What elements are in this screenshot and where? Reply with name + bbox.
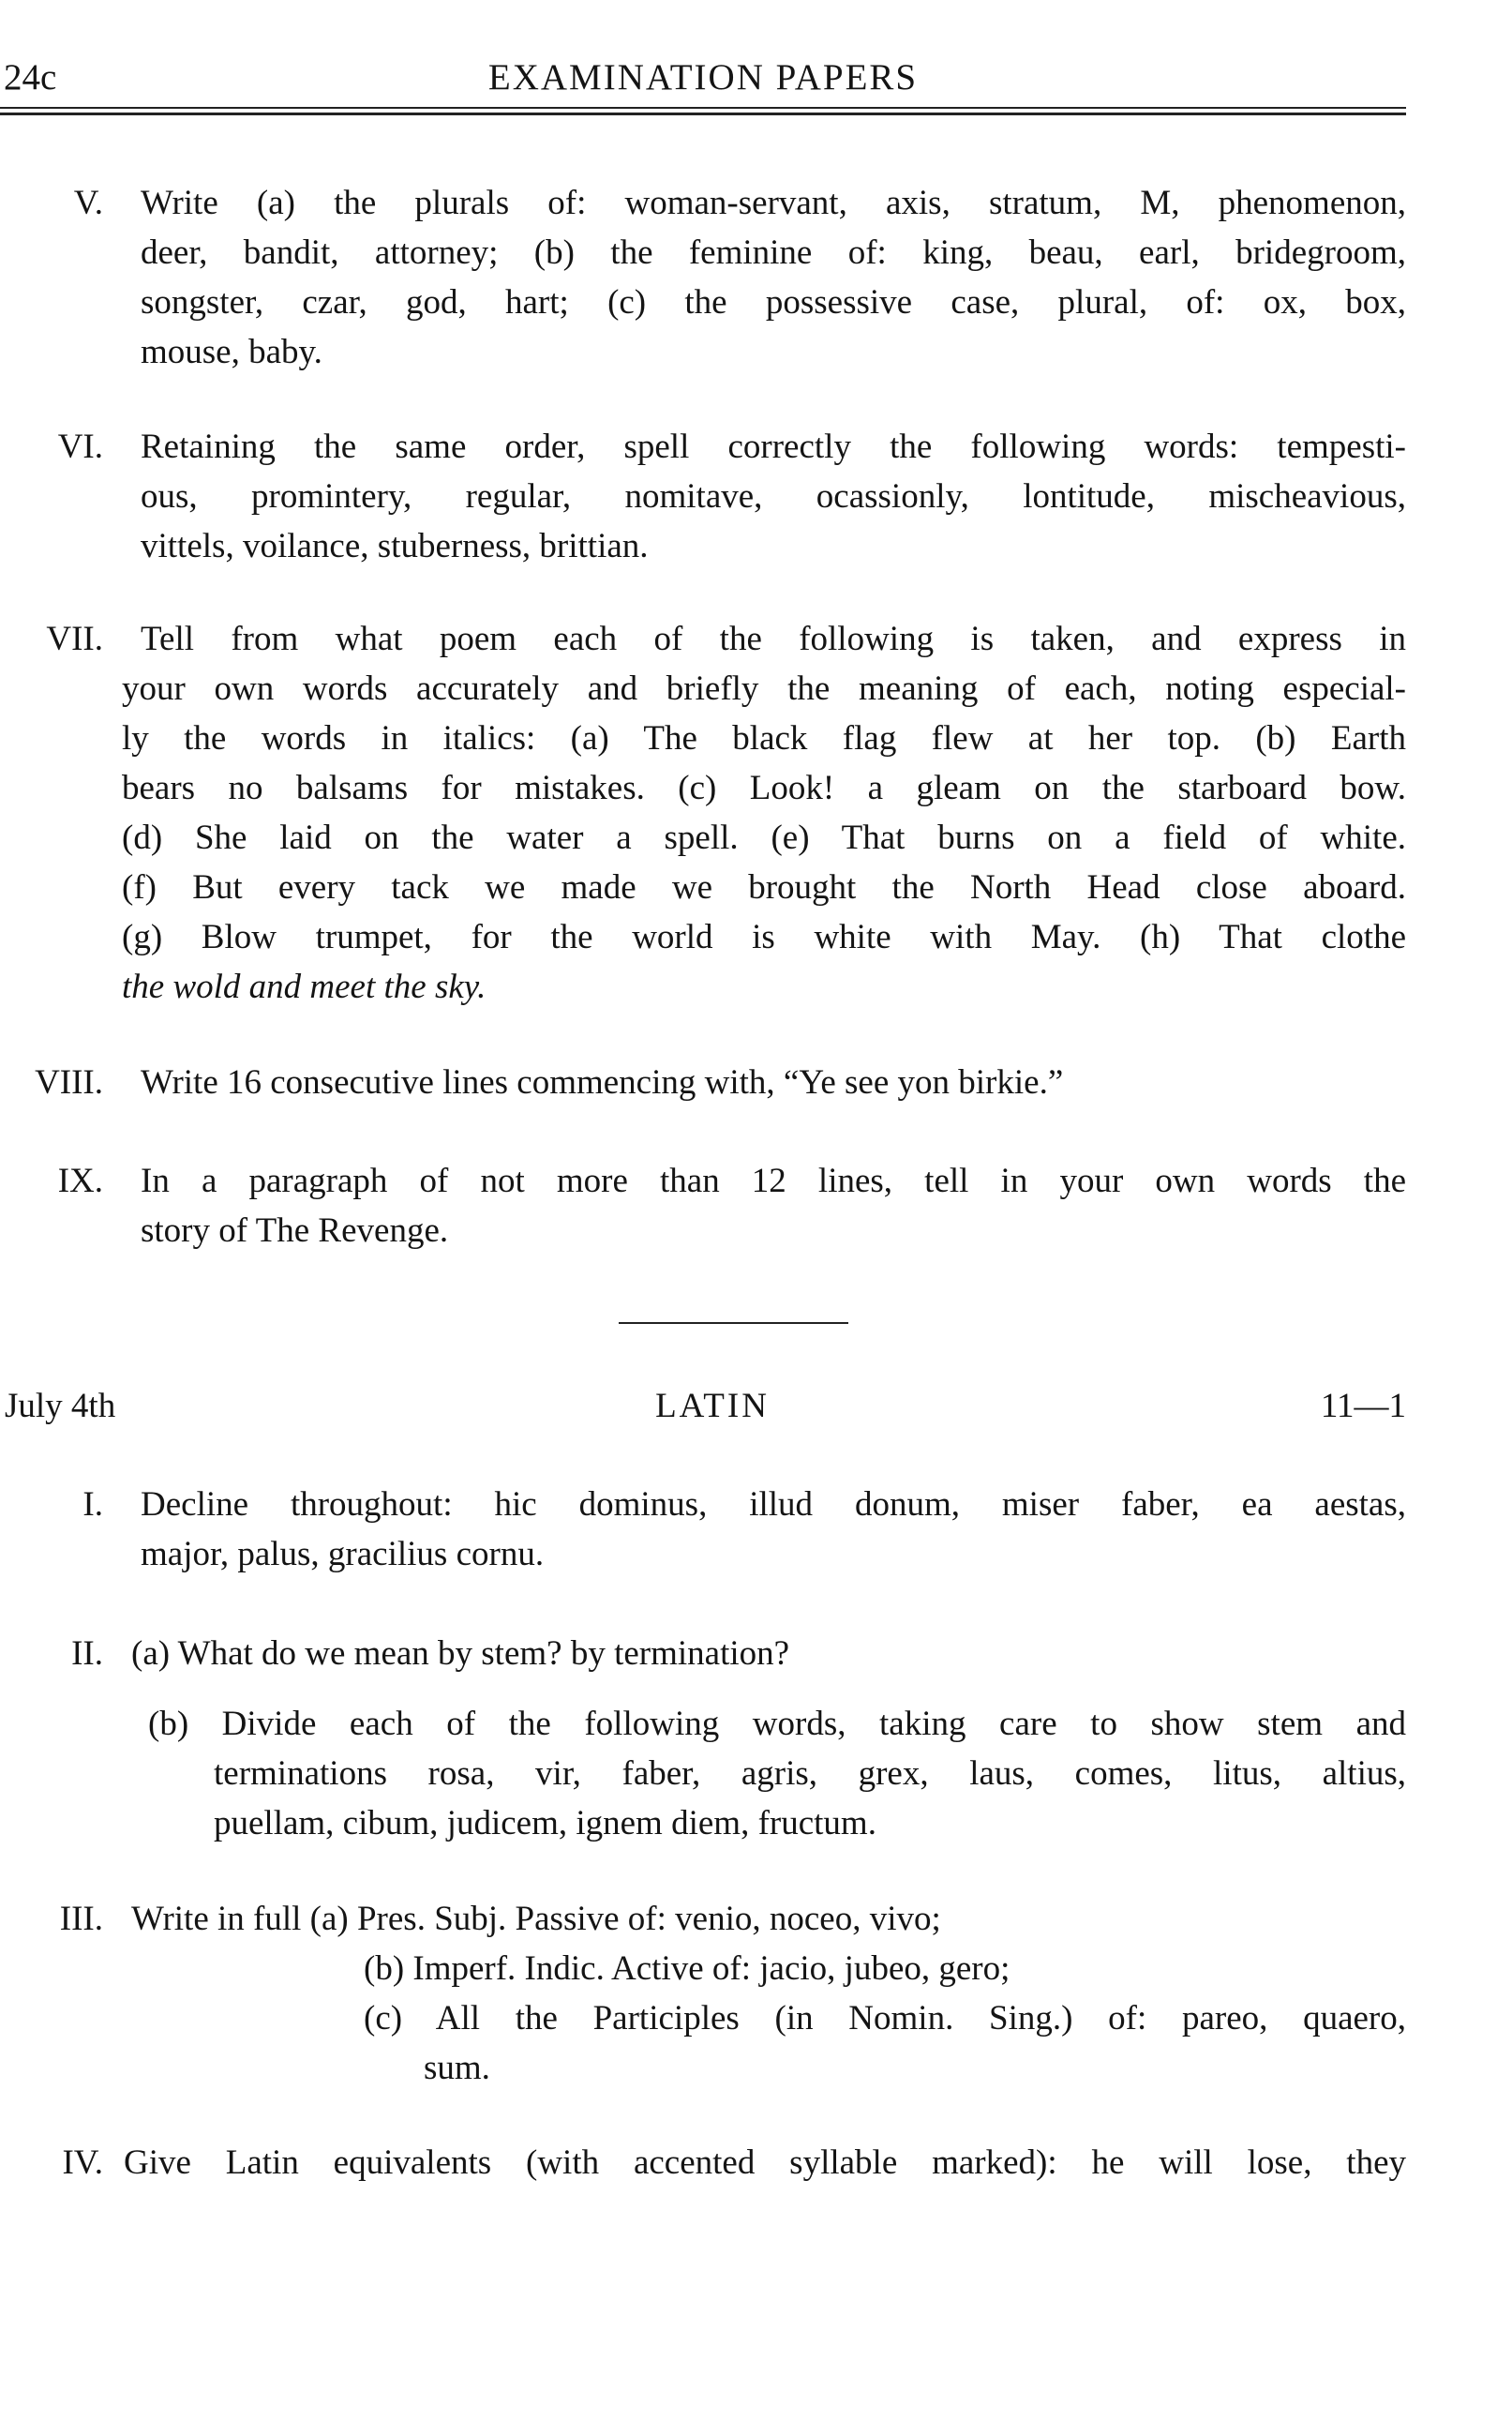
- question-text: [141, 422, 1406, 571]
- question-number: II.: [71, 1634, 103, 1673]
- text-line: ous, promintery, regular, nomitave, ocassionly, lontitude, mischeavious,: [141, 477, 1406, 516]
- text-line: Retaining the same order, spell correctly the following words: tempesti-: [141, 428, 1406, 466]
- exam-date: July 4th: [5, 1387, 116, 1425]
- text-line: vittels, voilance, stuberness, brittian.: [141, 527, 649, 565]
- text-line: Write (a) the plurals of: woman-servant, axis, stratum, M, phenomenon,: [141, 184, 1406, 222]
- question-text: [131, 1894, 1406, 2093]
- text-line: Tell from what poem each of the following is taken, and express in: [141, 620, 1406, 658]
- question-number: VII.: [46, 620, 103, 658]
- section-title: LATIN: [655, 1387, 770, 1425]
- text-line: (g) Blow trumpet, for the world is white with May. (h) That clothe: [122, 918, 1406, 956]
- question-number: III.: [59, 1900, 103, 1938]
- text-line: Give Latin equivalents (with accented syllable marked): he will lose, they: [124, 2143, 1406, 2182]
- question-text: [141, 178, 1406, 377]
- question-number: IV.: [62, 2143, 103, 2182]
- text-line: your own words accurately and briefly the meaning of each, noting especial-: [122, 669, 1406, 708]
- text-line: Decline throughout: hic dominus, illud donum, miser faber, ea aestas,: [141, 1485, 1406, 1524]
- text-line: the wold and meet the sky.: [122, 968, 487, 1006]
- question-text: [141, 1480, 1406, 1579]
- question-number: V.: [73, 184, 103, 222]
- question-text: [141, 1058, 1406, 1107]
- question-text: [124, 2138, 1406, 2188]
- question-number: VIII.: [35, 1063, 103, 1102]
- text-line: (b) Divide each of the following words, taking care to show stem and: [148, 1705, 1406, 1743]
- text-line: bears no balsams for mistakes. (c) Look! a gleam on the starboard bow.: [122, 769, 1406, 807]
- text-line: terminations rosa, vir, faber, agris, grex, laus, comes, litus, altius,: [214, 1754, 1406, 1793]
- page-header: [0, 56, 1406, 113]
- question-text: [141, 1156, 1406, 1256]
- header-rule-double: [0, 113, 1406, 115]
- text-line: (a) What do we mean by stem? by termination?: [131, 1634, 790, 1673]
- section-divider: [619, 1322, 848, 1324]
- text-line: major, palus, gracilius cornu.: [141, 1535, 545, 1573]
- latin-section-header: [0, 1386, 1425, 1433]
- text-line: mouse, baby.: [141, 333, 322, 371]
- question-number: VI.: [57, 428, 103, 466]
- question-text: [148, 1699, 1406, 1848]
- page-number: 24c: [4, 57, 57, 98]
- question-text: [122, 614, 1406, 1012]
- text-line: (f) But every tack we made we brought the North Head close aboard.: [122, 868, 1406, 907]
- text-line: songster, czar, god, hart; (c) the possessive case, plural, of: ox, box,: [141, 283, 1406, 322]
- text-line: (d) She laid on the water a spell. (e) That burns on a field of white.: [122, 819, 1406, 857]
- text-line: sum.: [424, 2049, 490, 2087]
- text-line: Write 16 consecutive lines commencing with, “Ye see yon birkie.”: [141, 1063, 1064, 1102]
- text-line: In a paragraph of not more than 12 lines, tell in your own words the: [141, 1162, 1406, 1200]
- exam-time: 11—1: [1320, 1387, 1406, 1425]
- text-line: story of The Revenge.: [141, 1211, 449, 1250]
- text-line: puellam, cibum, judicem, ignem diem, fructum.: [214, 1804, 876, 1842]
- running-title: EXAMINATION PAPERS: [487, 57, 919, 98]
- text-line: deer, bandit, attorney; (b) the feminine of: king, beau, earl, bridegroom,: [141, 233, 1406, 272]
- header-rule: [0, 107, 1406, 109]
- text-line: ly the words in italics: (a) The black flag flew at her top. (b) Earth: [122, 719, 1406, 758]
- text-line: Write in full (a) Pres. Subj. Passive of: venio, noceo, vivo;: [131, 1900, 941, 1938]
- question-number: I.: [82, 1485, 103, 1524]
- text-line: (c) All the Participles (in Nomin. Sing.) of: pareo, quaero,: [364, 1999, 1406, 2038]
- text-line: (b) Imperf. Indic. Active of: jacio, jubeo, gero;: [364, 1949, 1010, 1988]
- question-text: [131, 1629, 1406, 1678]
- question-number: IX.: [57, 1162, 103, 1200]
